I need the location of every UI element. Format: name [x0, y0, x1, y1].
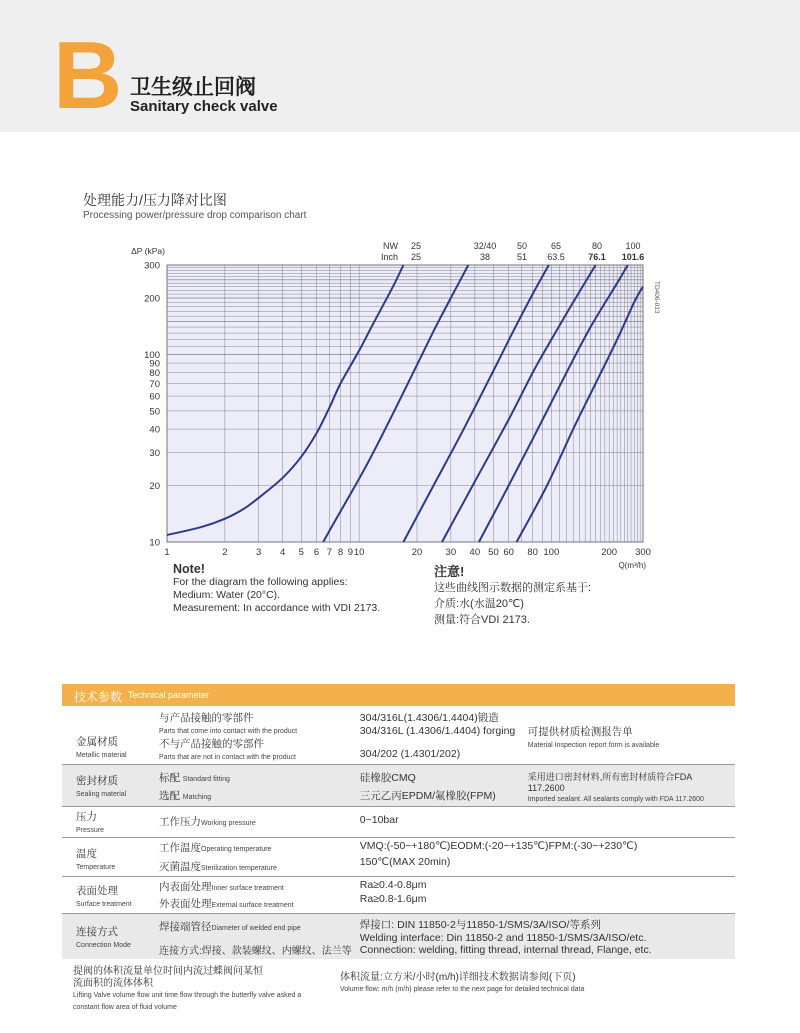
- pressure-label-en: Working pressure: [201, 820, 256, 827]
- footer-right-note: [340, 972, 730, 996]
- connection-name-cn: 连接方式: [76, 926, 118, 938]
- y-tick-label: 40: [149, 424, 160, 436]
- note-en-line1: For the diagram the following applies:: [173, 576, 348, 588]
- metal-noncontact-en: Parts that are not in contact with the product: [159, 754, 296, 761]
- seal-name-cn: 密封材质: [76, 775, 118, 787]
- chart-section-title-en: Processing power/pressure drop comparison chart: [83, 210, 307, 221]
- seal-match-cn: 选配: [159, 790, 180, 802]
- seal-std-cn: 标配: [159, 772, 180, 784]
- pressure-val: 0~10bar: [359, 814, 399, 826]
- pressure-drop-chart: [0, 236, 800, 576]
- surface-outer-cn: 外表面处理: [159, 898, 212, 910]
- y-tick-label: 100: [144, 349, 160, 361]
- legend-nw-3: 65: [550, 241, 562, 251]
- y-tick-label: 200: [144, 293, 160, 305]
- legend-nw-4: 80: [591, 241, 603, 251]
- legend-inch-0: 25: [410, 252, 422, 262]
- legend-nw-header: NW: [383, 241, 398, 251]
- metal-note-cn: 可提供材质检测报告单: [527, 726, 633, 738]
- row-pressure: [62, 807, 735, 838]
- x-axis-label: Q(m³/h): [618, 561, 646, 570]
- page-title-en: Sanitary check valve: [130, 98, 278, 115]
- temp-op-en: Operating temperature: [201, 846, 272, 853]
- chart-section-title-cn: 处理能力/压力降对比图: [83, 192, 227, 208]
- note-cn: [434, 564, 591, 628]
- y-tick-label: 20: [149, 481, 160, 493]
- note-en: [173, 563, 380, 615]
- footer-left-cn1: 提阀的体积流量单位时间内流过蝶阀问某恒: [73, 966, 263, 977]
- x-tick-label: 60: [503, 547, 514, 558]
- legend-nw-1: 32/40: [473, 241, 497, 251]
- x-tick-label: 9: [347, 547, 354, 558]
- x-tick-label: 20: [411, 547, 423, 558]
- metal-note-en: Material Inspection report form is available: [527, 742, 660, 749]
- surface-inner-val: Ra≥0.4-0.8μm: [359, 879, 427, 891]
- y-axis-label: ΔP (kPa): [131, 246, 165, 256]
- connection-diam-cn: 焊接端管径: [159, 921, 212, 933]
- section-letter-logo: B: [53, 22, 123, 129]
- surface-inner-en: Inner surface treatment: [211, 885, 284, 892]
- note-en-title: Note!: [173, 562, 205, 576]
- x-tick-label: 5: [298, 547, 304, 558]
- footer-left-en1: Lifting Valve volume flow unit time flow through the butterfly valve asked a: [73, 992, 302, 999]
- x-tick-label: 8: [337, 547, 344, 558]
- seal-std-en: Standard fitting: [182, 776, 230, 783]
- legend-nw-5: 100: [625, 241, 641, 251]
- pressure-name-en: Pressure: [76, 827, 105, 834]
- note-cn-line1: 这些曲线图示数据的测定系基于:: [434, 582, 592, 594]
- temp-ster-cn: 灭菌温度: [159, 861, 201, 873]
- surface-inner-cn: 内表面处理: [159, 881, 212, 893]
- connection-val2: Welding interface: Din 11850-2 and 11850-1/SMS/3A/ISO/etc.: [359, 932, 647, 944]
- temp-op-val: VMQ:(-50~+180℃)EODM:(-20~+135℃)FPM:(-30~+230℃): [359, 840, 638, 852]
- seal-note-en: Imported sealant. All sealants comply with FDA 117.2600: [527, 796, 704, 803]
- footer-right-en: Volume flow: m/h (m/h) please refer to the next page for detailed technical data: [340, 986, 585, 993]
- x-tick-label: 100: [543, 547, 560, 558]
- y-tick-label: 60: [149, 391, 160, 403]
- legend-inch-header: Inch: [380, 252, 398, 262]
- seal-match-en: Matching: [182, 794, 212, 801]
- metal-contact-val1: 304/316L(1.4306/1.4404)锻造: [359, 712, 499, 724]
- footer-left-cn2: 流面积的流体体积: [73, 978, 153, 989]
- seal-name-en: Sealing material: [76, 791, 127, 798]
- legend-inch-1: 38: [479, 252, 491, 262]
- x-tick-label: 80: [527, 547, 538, 558]
- connection-mode-cn: 连接方式:焊接、款装螺纹、内螺纹、法兰等: [159, 946, 352, 957]
- temp-op-cn: 工作温度: [159, 842, 201, 854]
- y-tick-label: 10: [149, 537, 160, 549]
- row-temp: [62, 838, 735, 877]
- tech-params-title-en: Technical parameter: [128, 690, 210, 700]
- connection-name-en: Connection Mode: [76, 942, 131, 949]
- pressure-label-cn: 工作压力: [159, 816, 201, 828]
- note-cn-line2: 介质:水(水温20℃): [434, 598, 524, 610]
- x-tick-label: 4: [280, 547, 286, 558]
- x-tick-label: 200: [601, 547, 618, 558]
- x-tick-label: 3: [256, 547, 262, 558]
- footer-left-note: [73, 966, 328, 1014]
- temp-ster-val: 150℃(MAX 20min): [359, 856, 451, 868]
- page-header: [0, 0, 800, 132]
- x-tick-label: 30: [445, 547, 457, 558]
- tech-params-title-bar: [62, 684, 735, 706]
- metal-name-cn: 金属材质: [76, 736, 118, 748]
- seal-match-val: 三元乙丙EPDM/氟橡胶(FPM): [359, 790, 496, 802]
- tech-params-title-cn: 技术参数: [74, 690, 123, 704]
- note-en-line3: Measurement: In accordance with VDI 2173.: [173, 602, 381, 614]
- legend-inch-2: 51: [516, 252, 528, 262]
- footer-left-en2: constant flow area of fluid volume: [73, 1004, 177, 1011]
- metal-name-en: Metallic material: [76, 752, 127, 759]
- legend-inch-5: 101.6: [621, 252, 645, 262]
- temp-name-en: Temperature: [76, 864, 116, 871]
- x-tick-label: 7: [326, 547, 333, 558]
- surface-outer-val: Ra≥0.8-1.6μm: [359, 893, 427, 905]
- row-connection: [62, 914, 735, 960]
- surface-outer-en: External surface treatment: [211, 902, 294, 909]
- seal-std-val: 硅橡胶CMQ: [359, 772, 416, 784]
- legend-inch-3: 63.5: [547, 252, 565, 262]
- page-title-cn: 卫生级止回阀: [130, 76, 256, 99]
- row-surface: [62, 877, 735, 914]
- y-tick-label: 300: [144, 260, 160, 272]
- x-tick-label: 300: [635, 547, 651, 558]
- connection-val1: 焊接口: DIN 11850-2与11850-1/SMS/3A/ISO/等系列: [359, 919, 601, 931]
- temp-ster-en: Sterilization temperature: [201, 865, 277, 872]
- metal-contact-en: Parts that come into contact with the product: [159, 728, 298, 735]
- surface-name-en: Surface treatment: [76, 901, 132, 908]
- note-cn-title: 注意!: [434, 564, 465, 579]
- footer-right-cn: 体积流量:立方米/小时(m/h)详细技术数据请参阅(下页): [340, 972, 576, 983]
- pressure-name-cn: 压力: [76, 811, 97, 823]
- metal-contact-cn: 与产品接触的零部件: [159, 712, 254, 724]
- metal-noncontact-val: 304/202 (1.4301/202): [359, 748, 461, 760]
- x-tick-label: 10: [353, 547, 365, 558]
- y-tick-label: 90: [149, 358, 160, 370]
- temp-name-cn: 温度: [76, 848, 97, 860]
- metal-contact-val2: 304/316L (1.4306/1.4404) forging: [359, 725, 516, 737]
- y-tick-label: 80: [149, 368, 160, 380]
- x-tick-label: 50: [488, 547, 499, 558]
- legend-inch-4: 76.1: [588, 252, 606, 262]
- surface-name-cn: 表面处理: [76, 885, 118, 897]
- connection-diam-en: Diameter of welded end pipe: [211, 925, 301, 932]
- note-cn-line3: 测量:符合VDI 2173.: [434, 614, 530, 626]
- y-tick-label: 50: [149, 406, 160, 418]
- y-tick-label: 70: [149, 379, 160, 391]
- seal-note-cn: 采用进口密封材料,所有密封材质符合FDA 117.2600: [527, 772, 692, 793]
- connection-val3: Connection: welding, fitting thread, internal thread, Flange, etc.: [359, 944, 652, 956]
- legend-nw-2: 50: [516, 241, 528, 251]
- x-tick-label: 40: [469, 547, 481, 558]
- metal-noncontact-cn: 不与产品接触的零部件: [159, 738, 264, 750]
- note-en-line2: Medium: Water (20°C).: [173, 589, 281, 601]
- tech-params-table: [62, 708, 735, 959]
- row-metal: [62, 708, 735, 765]
- row-seal: [62, 765, 735, 807]
- side-code-label: TD406-013: [653, 281, 660, 314]
- x-tick-label: 6: [313, 547, 320, 558]
- y-tick-label: 30: [149, 448, 160, 460]
- x-tick-label: 2: [222, 547, 228, 558]
- x-tick-label: 1: [164, 547, 170, 558]
- legend-nw-0: 25: [410, 241, 422, 251]
